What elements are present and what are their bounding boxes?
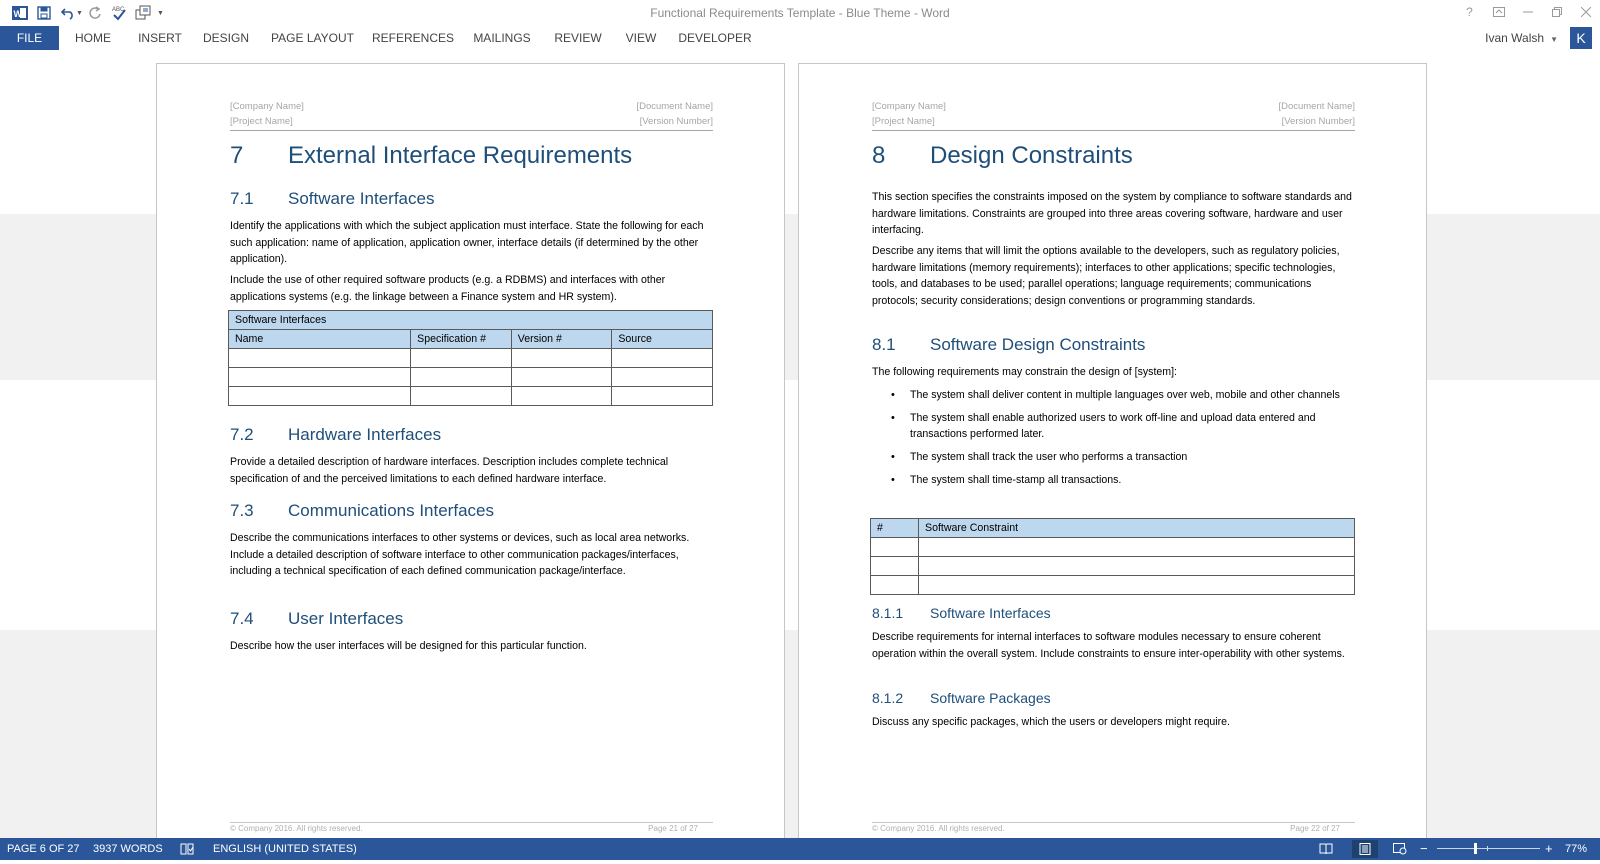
heading-2: [230, 501, 494, 521]
heading-number: 8.1: [872, 335, 896, 354]
spelling-label: ABC: [111, 7, 125, 13]
table-header-cell: Name: [229, 330, 411, 349]
heading-text: Software Design Constraints: [930, 335, 1146, 354]
page-footer: [872, 822, 1355, 833]
paragraph: Provide a detailed description of hardware interfaces. Description includes complete technical specification of and the perceived limitations to each defined hardware interface.: [230, 456, 669, 485]
paragraph: The following requirements may constrain the design of [system]:: [872, 366, 1178, 378]
footer-copyright: © Company 2016. All rights reserved.: [872, 824, 1005, 833]
tab-design[interactable]: DESIGN: [202, 31, 249, 45]
software-interfaces-table[interactable]: [228, 310, 713, 406]
heading-number: 7.3: [230, 501, 254, 520]
heading-text: Design Constraints: [930, 142, 1133, 169]
web-layout-icon[interactable]: [1387, 840, 1413, 858]
word-app-icon[interactable]: [8, 2, 32, 24]
table-header-cell: Specification #: [411, 330, 512, 349]
table-cell[interactable]: [612, 387, 713, 406]
table-cell[interactable]: [871, 538, 919, 557]
close-icon[interactable]: [1571, 0, 1600, 24]
read-mode-icon[interactable]: [1313, 840, 1339, 858]
tab-review[interactable]: REVIEW: [554, 31, 602, 45]
heading-text: Software Interfaces: [288, 189, 435, 208]
document-page-right[interactable]: [798, 63, 1427, 843]
proofing-icon[interactable]: [180, 838, 194, 860]
paragraph: Identify the applications with which the subject application must interface. State the following for each such application: name of application, application owner, interface details (if determined by the other application).: [230, 220, 704, 265]
heading-2: [230, 189, 434, 209]
table-header-cell: Software Constraint: [919, 519, 1355, 538]
table-cell[interactable]: [871, 576, 919, 595]
paragraph: Include the use of other required software products (e.g. a RDBMS) and interfaces with other applications systems (e.g. the linkage between a Finance system and HR system).: [230, 274, 666, 303]
window-title: Functional Requirements Template - Blue Theme - Word: [650, 6, 950, 20]
list-item: • The system shall time-stamp all transactions.: [872, 472, 1355, 488]
header-version-number: [Version Number]: [1281, 116, 1355, 127]
heading-1: [872, 142, 1133, 170]
user-name: Ivan Walsh: [1485, 31, 1545, 45]
status-bar: [0, 838, 1600, 860]
heading-number: 8.1.2: [872, 690, 904, 706]
heading-2: [872, 335, 1145, 355]
heading-1: [230, 142, 632, 170]
title-bar: [0, 0, 1600, 26]
minimize-icon[interactable]: [1513, 0, 1542, 24]
table-cell[interactable]: [229, 349, 411, 368]
table-row[interactable]: [229, 387, 713, 406]
tab-page-layout[interactable]: PAGE LAYOUT: [271, 31, 354, 45]
paragraph: Describe requirements for internal interfaces to software modules necessary to ensure coherent operation within the overall system. Include constraints to ensure inter-operability with other systems.: [872, 631, 1345, 660]
zoom-in-button[interactable]: +: [1545, 841, 1553, 856]
header-version-number: [Version Number]: [639, 116, 713, 127]
heading-text: Software Packages: [930, 690, 1051, 706]
page-count[interactable]: PAGE 6 OF 27: [7, 843, 80, 855]
save-icon[interactable]: [32, 2, 56, 24]
table-header-cell: #: [871, 519, 919, 538]
document-page-left[interactable]: [156, 63, 785, 843]
heading-3: [872, 605, 1051, 621]
undo-caret-icon[interactable]: ▼: [76, 9, 83, 17]
heading-text: Communications Interfaces: [288, 501, 494, 520]
table-header-cell: Source: [612, 330, 713, 349]
paragraph: This section specifies the constraints imposed on the system by compliance to software standards and hardware limitations. Constraints are grouped into three areas covering software, hardware and user interfacing.: [872, 191, 1352, 236]
tab-file[interactable]: FILE: [0, 26, 59, 50]
table-cell[interactable]: [411, 387, 512, 406]
user-caret-icon: ▼: [1550, 35, 1558, 44]
table-row[interactable]: [229, 349, 713, 368]
table-cell[interactable]: [411, 349, 512, 368]
paragraph: Describe any items that will limit the options available to the developers, such as regulatory policies, hardware limitations (memory requirements); interfaces to other applications; specific technologies, tools, and databases to be used; parallel operations; language requirements; communications protocols; security considerations; design conventions or programming standards.: [872, 245, 1340, 307]
zoom-level[interactable]: 77%: [1565, 843, 1588, 855]
table-cell[interactable]: [871, 557, 919, 576]
zoom-out-button[interactable]: −: [1420, 841, 1428, 856]
page-header: [872, 101, 1355, 131]
table-header-cell: Version #: [511, 330, 612, 349]
redo-icon[interactable]: [83, 2, 107, 24]
touch-mode-icon[interactable]: [131, 2, 155, 24]
tab-references[interactable]: REFERENCES: [371, 31, 454, 45]
table-cell[interactable]: [511, 368, 612, 387]
svg-text:W: W: [13, 9, 22, 19]
table-row[interactable]: [871, 538, 1355, 557]
table-cell[interactable]: [511, 349, 612, 368]
document-workspace[interactable]: [0, 50, 1600, 838]
heading-number: 7.4: [230, 609, 254, 628]
tab-mailings[interactable]: MAILINGS: [473, 31, 531, 45]
zoom-slider-center-tick: [1487, 846, 1488, 851]
quick-access-toolbar: [8, 2, 164, 24]
ribbon-tabs: [0, 26, 1600, 50]
paragraph: Describe how the user interfaces will be designed for this particular function.: [230, 640, 587, 652]
table-cell[interactable]: [919, 557, 1355, 576]
table-cell[interactable]: [511, 387, 612, 406]
heading-text: Hardware Interfaces: [288, 425, 442, 444]
paragraph: Describe the communications interfaces to other systems or devices, such as local area networks. Include a detailed description of software interface to other communication packages/interfaces, including a technical specification of each defined communication package/interface.: [230, 532, 690, 577]
list-item: • The system shall deliver content in multiple languages over web, mobile and other channels: [872, 387, 1355, 403]
header-company-name: [Company Name]: [872, 101, 946, 112]
heading-text: User Interfaces: [288, 609, 404, 628]
print-layout-icon[interactable]: [1352, 840, 1378, 858]
heading-text: Software Interfaces: [930, 605, 1051, 621]
customize-caret-icon[interactable]: ▼: [156, 9, 164, 17]
table-cell[interactable]: [919, 538, 1355, 557]
header-document-name: [Document Name]: [636, 101, 713, 112]
list-item: • The system shall track the user who performs a transaction: [872, 449, 1355, 465]
table-caption: Software Interfaces: [229, 311, 713, 330]
list-item: • The system shall enable authorized users to work off-line and upload data entered and transactions performed later.: [872, 410, 1355, 442]
header-project-name: [Project Name]: [872, 116, 935, 127]
word-count[interactable]: 3937 WORDS: [93, 843, 163, 855]
ribbon-display-icon[interactable]: [1484, 0, 1513, 24]
header-company-name: [Company Name]: [230, 101, 304, 112]
tab-view[interactable]: VIEW: [625, 31, 657, 45]
table-row[interactable]: [871, 576, 1355, 595]
user-account[interactable]: [1485, 26, 1558, 50]
table-cell[interactable]: [919, 576, 1355, 595]
zoom-slider-handle[interactable]: [1474, 843, 1477, 854]
heading-number: 8: [872, 142, 886, 169]
table-cell[interactable]: [411, 368, 512, 387]
heading-3: [872, 690, 1051, 706]
table-cell[interactable]: [612, 349, 713, 368]
heading-number: 7.2: [230, 425, 254, 444]
table-cell[interactable]: [229, 387, 411, 406]
software-constraint-table[interactable]: [870, 518, 1355, 595]
header-project-name: [Project Name]: [230, 116, 293, 127]
header-document-name: [Document Name]: [1278, 101, 1355, 112]
zoom-slider-track[interactable]: [1437, 848, 1540, 849]
help-icon[interactable]: ?: [1466, 5, 1473, 19]
table-cell[interactable]: [229, 368, 411, 387]
tab-insert[interactable]: INSERT: [138, 31, 182, 45]
language-indicator[interactable]: ENGLISH (UNITED STATES): [213, 843, 357, 855]
paragraph: Discuss any specific packages, which the users or developers might require.: [872, 716, 1230, 728]
tab-developer[interactable]: DEVELOPER: [678, 31, 752, 45]
footer-page-number: Page 21 of 27: [648, 824, 698, 833]
window-controls: [1455, 0, 1600, 26]
page-footer: [230, 822, 713, 833]
page-header: [230, 101, 713, 131]
spelling-check-icon[interactable]: [107, 2, 131, 24]
constraints-list: [872, 387, 1355, 495]
heading-number: 7: [230, 142, 244, 169]
heading-2: [230, 609, 403, 629]
tab-home[interactable]: HOME: [75, 31, 111, 45]
table-row[interactable]: [871, 557, 1355, 576]
table-cell[interactable]: [612, 368, 713, 387]
avatar[interactable]: K: [1570, 27, 1592, 49]
heading-2: [230, 425, 441, 445]
heading-text: External Interface Requirements: [288, 142, 633, 169]
footer-copyright: © Company 2016. All rights reserved.: [230, 824, 363, 833]
heading-number: 8.1.1: [872, 605, 904, 621]
restore-icon[interactable]: [1542, 0, 1571, 24]
heading-number: 7.1: [230, 189, 254, 208]
table-row[interactable]: [229, 368, 713, 387]
footer-page-number: Page 22 of 27: [1290, 824, 1340, 833]
